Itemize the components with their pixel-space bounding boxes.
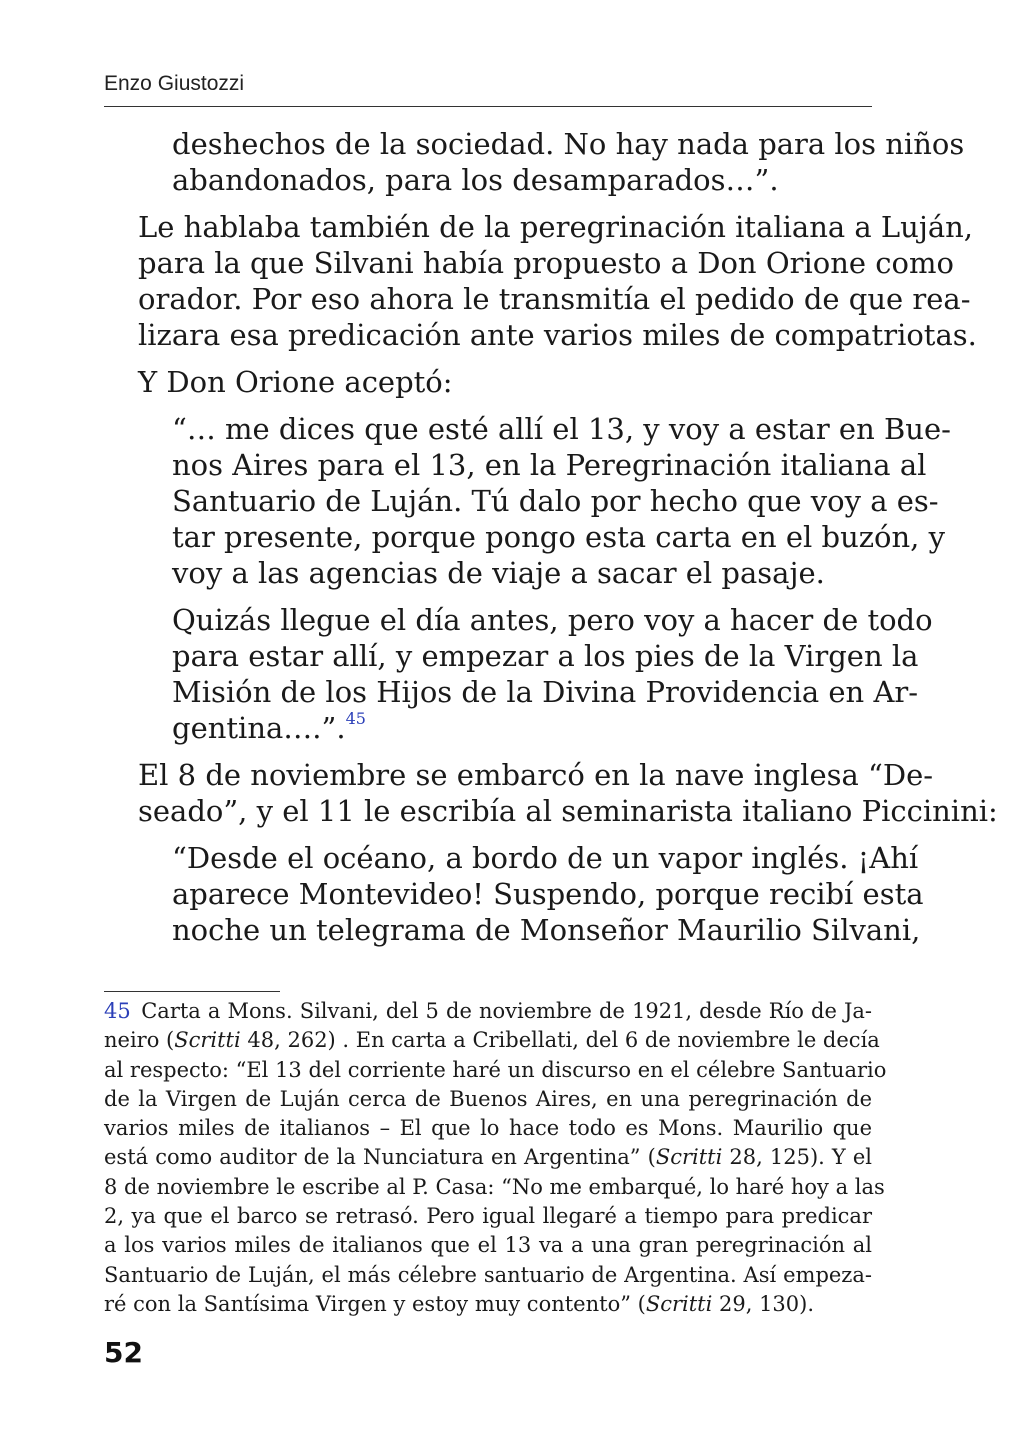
text-line: seado”, y el 11 le escribía al seminarista italiano Piccinini: xyxy=(138,794,998,828)
footnote-line: 45 Carta a Mons. Silvani, del 5 de noviembre de 1921, desde Río de Ja- xyxy=(104,999,872,1023)
text-line: Y Don Orione aceptó: xyxy=(138,365,453,399)
text-line: “Desde el océano, a bordo de un vapor inglés. ¡Ahí xyxy=(172,841,919,875)
paragraph xyxy=(104,364,872,400)
text-line: tar presente, porque pongo esta carta en el buzón, y xyxy=(172,520,945,554)
work-title: Scritti xyxy=(655,1145,723,1170)
text-line: aparece Montevideo! Suspendo, porque recibí esta xyxy=(172,877,924,911)
text-line: para la que Silvani había propuesto a Don Orione como xyxy=(138,246,954,280)
footnote-line: Santuario de Luján, el más célebre santuario de Argentina. Así empeza- xyxy=(104,1262,872,1287)
footnote-line: a los varios miles de italianos que el 13 va a una gran peregrinación al xyxy=(104,1233,872,1258)
footnote-line: neiro (Scritti 48, 262) . En carta a Cribellati, del 6 de noviembre le decía xyxy=(104,1028,880,1053)
main-text xyxy=(104,126,998,948)
text-line: noche un telegrama de Monseñor Maurilio Silvani, xyxy=(172,913,921,947)
footnote-line: varios miles de italianos – El que lo hace todo es Mons. Maurilio que xyxy=(104,1116,872,1141)
work-title: Scritti xyxy=(645,1291,713,1316)
text-fragment: gentina….”. xyxy=(172,711,346,745)
footnote-45 xyxy=(104,997,887,1319)
text-line: lizara esa predicación ante varios miles de compatriotas. xyxy=(138,318,977,352)
header-rule xyxy=(104,106,872,107)
footnote-line: de la Virgen de Luján cerca de Buenos Aires, en una peregrinación de xyxy=(104,1086,872,1111)
text-line: nos Aires para el 13, en la Peregrinación italiana al xyxy=(172,448,927,482)
quote-block xyxy=(172,840,924,948)
paragraph xyxy=(104,209,977,353)
work-title: Scritti xyxy=(174,1028,241,1053)
footnote-line: al respecto: “El 13 del corriente haré un discurso en el célebre Santuario xyxy=(104,1057,887,1082)
quote-block xyxy=(172,411,951,591)
quote-block xyxy=(172,602,933,746)
text-line: deshechos de la sociedad. No hay nada para los niños xyxy=(172,127,965,161)
footnote-line: 8 de noviembre le escribe al P. Casa: “No me embarqué, lo haré hoy a las xyxy=(104,1174,885,1199)
footnote-rule xyxy=(104,991,280,992)
text-line: Quizás llegue el día antes, pero voy a hacer de todo xyxy=(172,603,933,637)
footnote-line: está como auditor de la Nunciatura en Argentina” (Scritti 28, 125). Y el xyxy=(104,1145,872,1170)
text-line: “… me dices que esté allí el 13, y voy a estar en Bue- xyxy=(172,412,951,446)
text-line: orador. Por eso ahora le transmitía el pedido de que rea- xyxy=(138,282,971,316)
quote-block xyxy=(172,126,965,198)
footnote-line: 2, ya que el barco se retrasó. Pero igual llegaré a tiempo para predicar xyxy=(104,1204,872,1229)
text-line: Santuario de Luján. Tú dalo por hecho que voy a es- xyxy=(172,484,939,518)
text-line: Le hablaba también de la peregrinación italiana a Luján, xyxy=(138,210,974,244)
text-line xyxy=(172,710,872,746)
text-line: El 8 de noviembre se embarcó en la nave inglesa “De- xyxy=(138,758,934,792)
footnote-line: ré con la Santísima Virgen y estoy muy contento” (Scritti 29, 130). xyxy=(104,1291,815,1316)
text-line: voy a las agencias de viaje a sacar el pasaje. xyxy=(172,556,825,590)
text-line: Misión de los Hijos de la Divina Providencia en Ar- xyxy=(172,675,919,709)
text-line: abandonados, para los desamparados…”. xyxy=(172,163,779,197)
footnote-number: 45 xyxy=(104,999,131,1023)
running-head: Enzo Giustozzi xyxy=(104,72,245,95)
text-line: para estar allí, y empezar a los pies de la Virgen la xyxy=(172,639,919,673)
footnote-reference-45[interactable]: 45 xyxy=(345,709,366,728)
page-number: 52 xyxy=(104,1336,143,1369)
paragraph xyxy=(104,757,998,829)
